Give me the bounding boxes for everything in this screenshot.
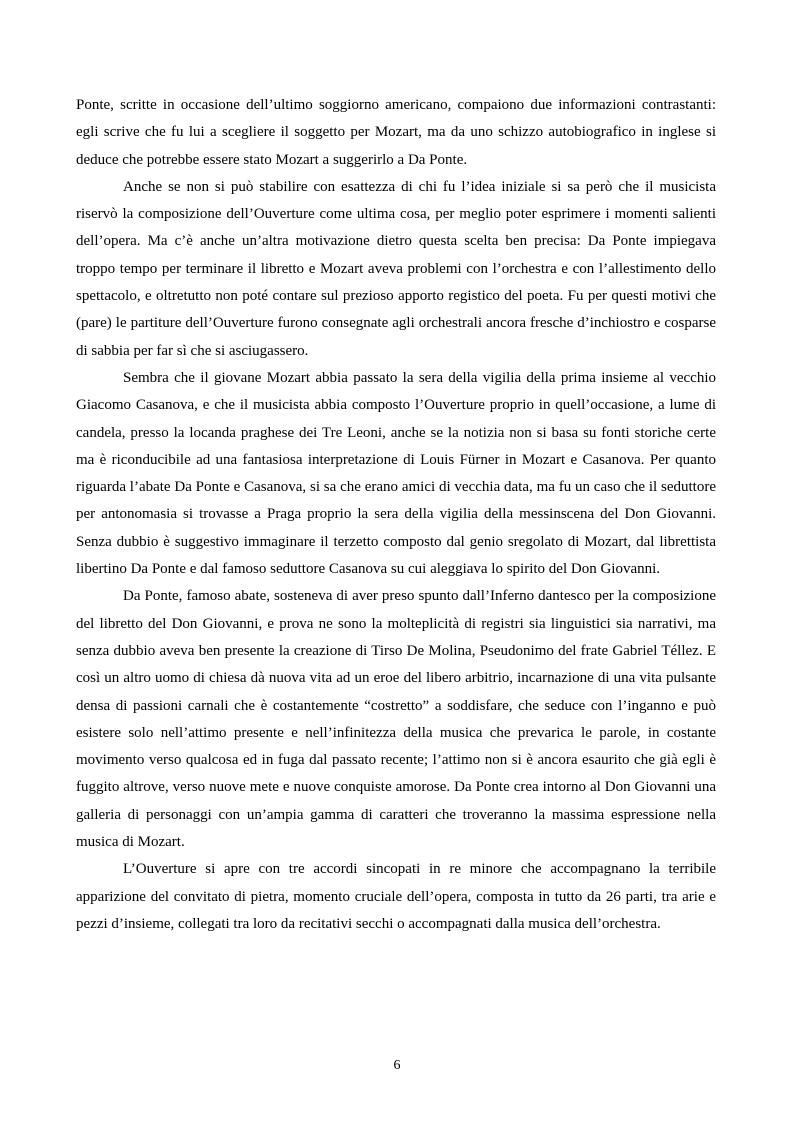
paragraph-da-ponte-libretto: Da Ponte, famoso abate, sosteneva di aver preso spunto dall’Inferno dantesco per la composizione del libretto del Don Giovanni, e prova ne sono la molteplicità di registri sia linguistici sia narrativi, ma senza dubbio aveva ben presente la creazione di Tirso De Molina, Pseudonimo del frate Gabriel Téllez. E così un altro uomo di chiesa dà nuova vita ad un eroe del libero arbitrio, incarnazione di una vita pulsante densa di passioni carnali che è costantemente “costretto” a soddisfare, che seduce con l’inganno e può esistere solo nell’attimo presente e nell’infinitezza della musica che prevarica le parole, in costante movimento verso qualcosa ed in fuga dal passato recente; l’attimo non si è ancora esaurito che già egli è fuggito altrove, verso nuove mete e nuove conquiste amorose. Da Ponte crea intorno al Don Giovanni una galleria di personaggi con un’ampia gamma di caratteri che troveranno la massima espressione nella musica di Mozart. <box>76 588 716 851</box>
paragraph-casanova: Sembra che il giovane Mozart abbia passato la sera della vigilia della prima insieme al vecchio Giacomo Casanova, e che il musicista abbia composto l’Ouverture proprio in quell’occasione, a lume di candela, presso la locanda praghese dei Tre Leoni, anche se la notizia non si basa su fonti storiche certe ma è riconducibile ad una fantasiosa interpretazione di Louis Fürner in Mozart e Casanova. Per quanto riguarda l’abate Da Ponte e Casanova, si sa che erano amici di vecchia data, ma fu un caso che il seduttore per antonomasia si trovasse a Praga proprio la sera della vigilia della messinscena del Don Giovanni. Senza dubbio è suggestivo immaginare il terzetto composto dal genio sregolato di Mozart, dal librettista libertino Da Ponte e dal famoso seduttore Casanova su cui aleggiava lo spirito del Don Giovanni. <box>76 369 716 578</box>
page-number: 6 <box>393 1058 401 1073</box>
paragraph-ouverture-opening: L’Ouverture si apre con tre accordi sincopati in re minore che accompagnano la terribile apparizione del convitato di pietra, momento cruciale dell’opera, composta in tutto da 26 parti, tra arie e pezzi d’insieme, collegati tra loro da recitativi secchi o accompagnati dalla musica dell’orchestra. <box>76 861 716 932</box>
paragraph-continuation: Ponte, scritte in occasione dell’ultimo soggiorno americano, compaiono due informazioni contrastanti: egli scrive che fu lui a scegliere il soggetto per Mozart, ma da uno schizzo autobiografico in inglese si deduce che potrebbe essere stato Mozart a suggerirlo a Da Ponte. <box>76 97 716 168</box>
paragraph-ouverture-composition: Anche se non si può stabilire con esattezza di chi fu l’idea iniziale si sa però che il musicista riservò la composizione dell’Ouverture come ultima cosa, per meglio poter esprimere i momenti salienti dell’opera. Ma c’è anche un’altra motivazione dietro questa scelta ben precisa: Da Ponte impiegava troppo tempo per terminare il libretto e Mozart aveva problemi con l’orchestra e con l’allestimento dello spettacolo, e oltretutto non poté contare sul prezioso apporto registico del poeta. Fu per questi motivi che (pare) le partiture dell’Ouverture furono consegnate agli orchestrali ancora fresche d’inchiostro e cosparse di sabbia per far sì che si asciugassero. <box>76 178 716 359</box>
page-body <box>76 92 716 938</box>
